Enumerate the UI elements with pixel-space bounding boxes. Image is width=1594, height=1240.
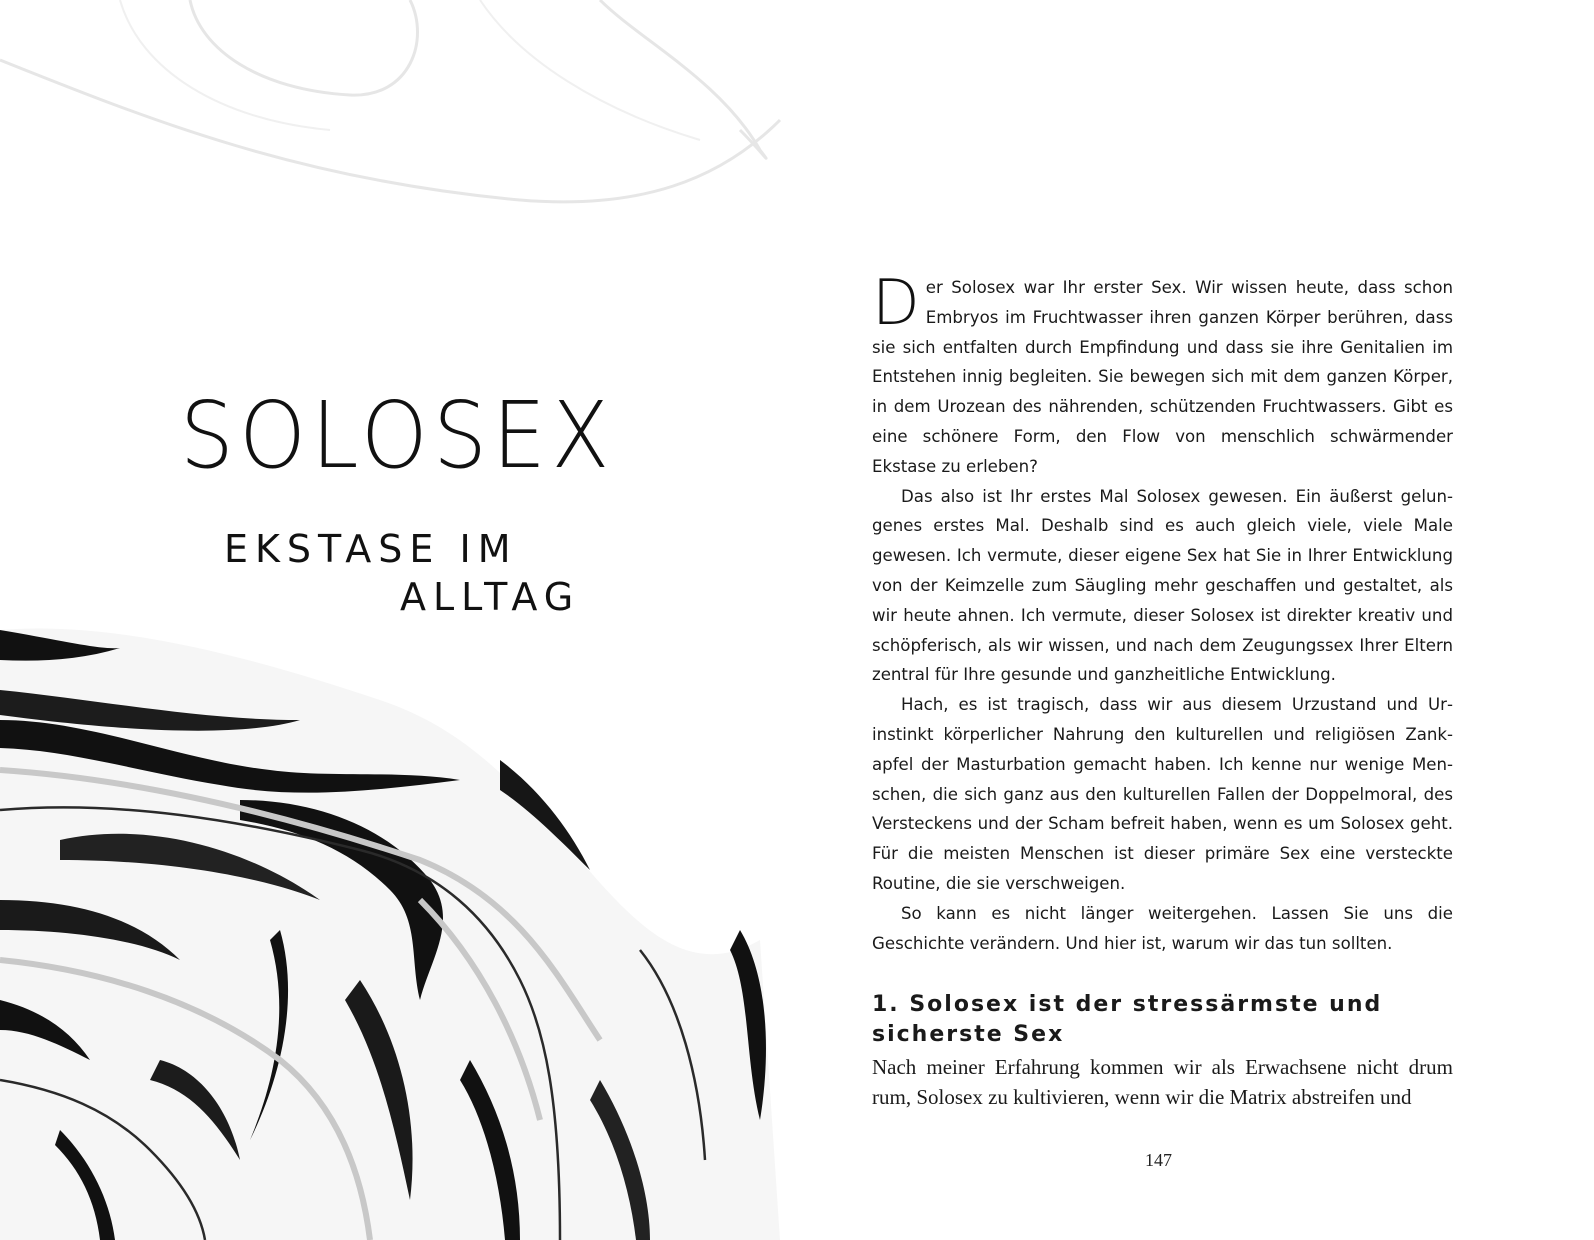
right-page <box>800 0 1594 1240</box>
intro-text: er Solosex war Ihr erster Sex. Wir wissen heute, dass schon Embryos im Fruchtwasser ihren ganzen Körper berühren, dass sie sich entfalten durch Empfindung und dass sie ihre Genitalien im Entstehen innig begleiten. Sie bewegen sich mit dem ganzen Körper, in dem Urozean des nährenden, schützenden Fruchtwassers. Gibt es eine schönere Form, den Flow von menschlich schwärmender Ekstase zu erleben? <box>872 278 1453 476</box>
chapter-title: SOLOSEX <box>180 382 615 489</box>
chapter-subtitle-line1: EKSTASE IM <box>224 527 518 571</box>
paragraph: So kann es nicht länger weitergehen. Lassen Sie uns die Geschichte verändern. Und hier ist, warum wir das tun sollten. <box>872 903 1453 953</box>
drop-cap: D <box>872 266 920 339</box>
paragraph: Das also ist Ihr erstes Mal Solosex gewesen. Ein äußerst gelungenes erstes Mal. Deshalb sind es auch gleich viele, viele Male gewesen. Ich vermute, dieser eigene Sex hat Sie in Ihrer Entwicklung von der Keimzelle zum Säugling mehr geschaffen und gestaltet, als wir heute ahnen. Ich vermute, dieser Solosex ist direkter kreativ und schöpferisch, als wir wissen, und nach dem Zeugungssex Ihrer Eltern zentral für Ihre gesunde und ganzheitliche Entwicklung. <box>872 486 1453 685</box>
paragraph: Hach, es ist tragisch, dass wir aus diesem Urzustand und Urinstinkt körperlicher Nahrung den kulturellen und religiösen Zankapfel der Masturbation gemacht haben. Ich kenne nur wenige Menschen, die sich ganz aus den kulturellen Fallen der Doppelmoral, des Versteckens und der Scham befreit haben, wenn es um Solosex geht. Für die meisten Menschen ist dieser primäre Sex eine versteckte Routine, die sie verschweigen. <box>872 695 1453 893</box>
body-text <box>872 266 1453 1112</box>
serif-paragraph: Nach meiner Erfahrung kommen wir als Erwachsene nicht drum rum, Solosex zu kultivieren, wenn wir die Matrix abstreifen und <box>872 1055 1453 1110</box>
chapter-subtitle-line2: ALLTAG <box>400 575 581 619</box>
intro-paragraph <box>872 266 1453 482</box>
section-heading: 1. Solosex ist der stressärmste und sicherste Sex <box>872 992 1383 1048</box>
page-number: 147 <box>1145 1150 1172 1170</box>
